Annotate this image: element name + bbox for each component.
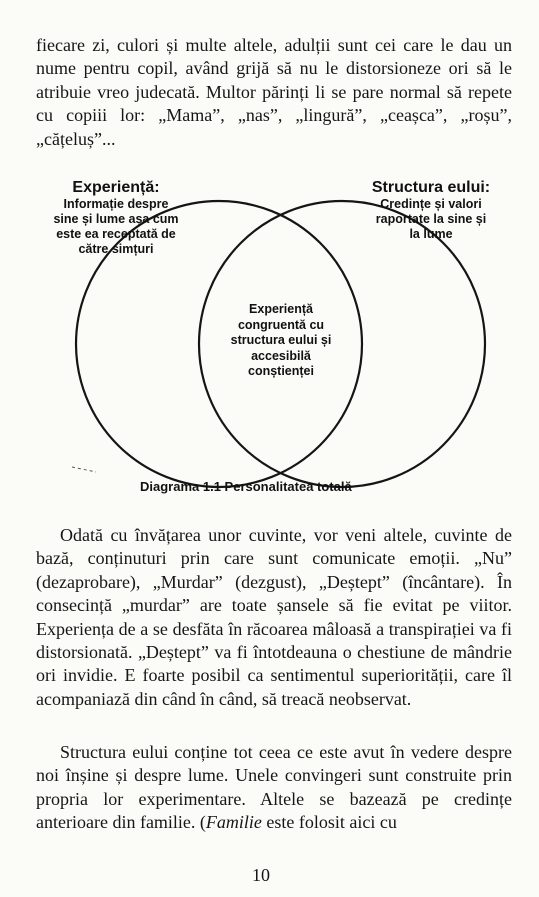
overlap-line: accesibilă (251, 348, 311, 363)
experience-desc-line: este ea receptată de (56, 227, 176, 241)
self-structure-title: Structura eului: (371, 179, 491, 196)
experience-desc-line: sine și lume așa cum (53, 212, 179, 226)
paragraph-self-structure (36, 741, 512, 835)
venn-diagram (0, 170, 539, 510)
overlap-line: congruentă cu (237, 317, 325, 332)
self-structure-desc-line: la lume (409, 227, 453, 241)
self-structure-label (346, 178, 516, 242)
overlap-line: conștienței (248, 364, 314, 378)
paragraph-words: Odată cu învățarea unor cuvinte, vor veni altele, cuvinte de bază, conținuturi prin care sunt comunicate emoții. „Nu” (dezaprobare), „Murdar” (dezgust), „Deștept” (încântare). În consecință „murdar” are toate șansele să fie evitat pe viitor. Experiența de a se desfăta în răcoarea mâloasă a transpirației va fi distorsionată. „Deștept” va fi întotdeauna o chestiune de mândrie ori invidie. E foarte posibil ca sentimentul superiorității, care îl acompaniază din când în când, să treacă neobservat. (36, 525, 512, 709)
diagram-caption: Diagrama 1.1 Personalitatea totală (140, 479, 352, 494)
overlap-label (222, 302, 340, 380)
paragraph-text: este folosit aici cu (261, 812, 397, 833)
experience-title: Experiență: (72, 179, 160, 196)
experience-desc-line: către simțuri (78, 242, 154, 256)
paragraph-intro: fiecare zi, culori și multe altele, adulții sunt cei care le dau un nume pentru copil, având grijă să nu le distorsioneze ori să le atribuie vreo judecată. Multor părinți li se pare normal să repete cu copiii lor: „Mama”, „nas”, „lingură”, „ceașca”, „roșu”, „cățeluș”... (36, 35, 512, 149)
experience-label (26, 178, 206, 257)
page-number: 10 (252, 865, 270, 885)
overlap-line: structura eului și (230, 333, 332, 347)
self-structure-desc-line: raportate la sine și (375, 212, 487, 226)
italic-term: Familie (205, 812, 262, 833)
scan-mark (72, 467, 96, 472)
experience-desc-line: Informație despre (63, 197, 169, 211)
self-structure-desc-line: Credințe și valori (380, 197, 482, 211)
paragraph-text: Structura eului conține tot ceea ce este avut în vedere despre noi înșine și despre lume. Unele convingeri sunt construite prin propria lor experimentare. Altele se bazează pe credințe anterioare din familie. ( (36, 742, 512, 833)
overlap-line: Experiență (249, 302, 313, 316)
